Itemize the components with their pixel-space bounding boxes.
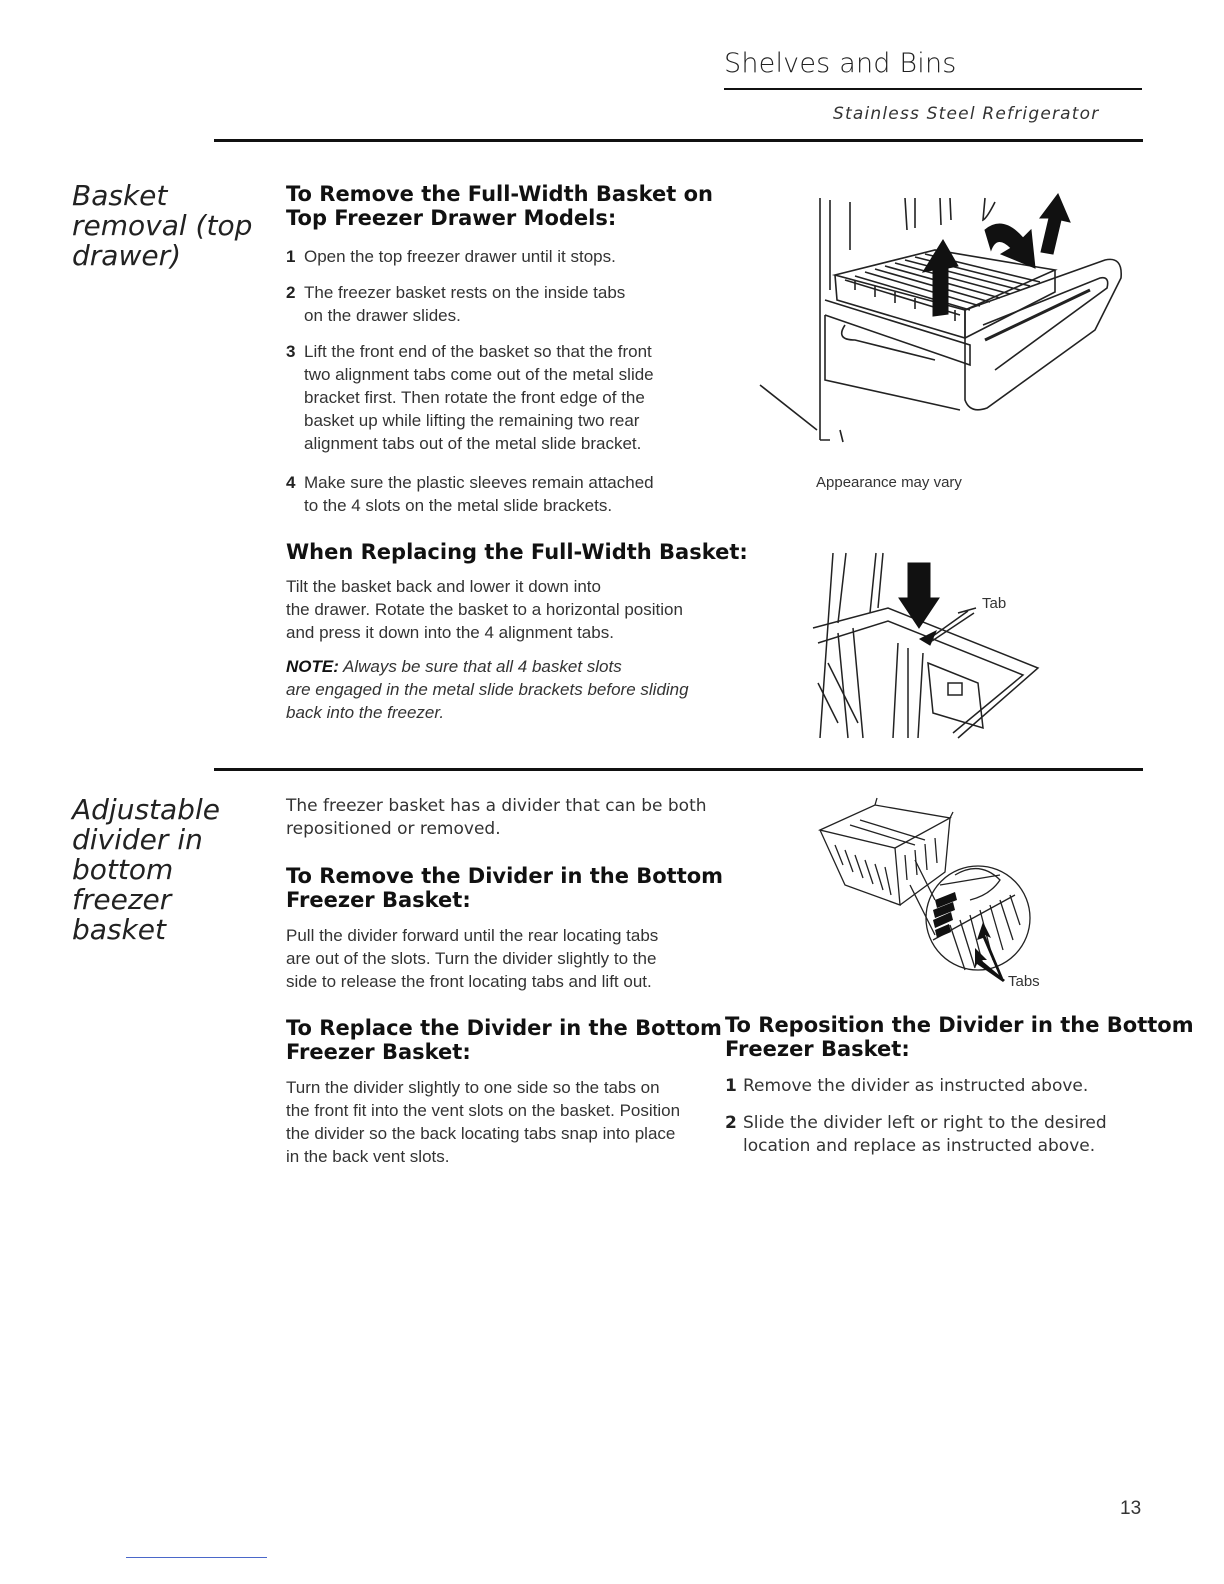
text-line: the drawer. Rotate the basket to a horizontal position	[286, 600, 683, 619]
step-number: 3	[286, 342, 296, 361]
step-text: Slide the divider left or right to the desired	[743, 1113, 1107, 1133]
replace-basket-text	[286, 575, 683, 644]
replace-divider-text	[286, 1076, 680, 1168]
heading-line: To Replace the Divider in the Bottom	[286, 1016, 722, 1040]
step-text: location and replace as instructed above.	[743, 1136, 1096, 1156]
step-4	[286, 471, 654, 517]
text-line: Turn the divider slightly to one side so the tabs on	[286, 1078, 660, 1097]
heading-line: Freezer Basket:	[725, 1037, 910, 1061]
heading-line: Freezer Basket:	[286, 1040, 471, 1064]
step-text: alignment tabs out of the metal slide bracket.	[304, 434, 642, 453]
step-text: basket up while lifting the remaining two rear	[304, 411, 640, 430]
text-line: in the back vent slots.	[286, 1147, 450, 1166]
step-text: The freezer basket rests on the inside tabs	[304, 283, 626, 302]
divider-basket-illustration	[815, 800, 1040, 985]
text-line: side to release the front locating tabs and lift out.	[286, 972, 652, 991]
heading-line: Top Freezer Drawer Models:	[286, 206, 617, 230]
text-line: and press it down into the 4 alignment tabs.	[286, 623, 614, 642]
note-line: back into the freezer.	[286, 703, 445, 722]
figure-caption: Appearance may vary	[816, 474, 962, 491]
remove-divider-text	[286, 924, 658, 993]
step-text: bracket first. Then rotate the front edge of the	[304, 388, 645, 407]
text-line: are out of the slots. Turn the divider slightly to the	[286, 949, 657, 968]
step-text: two alignment tabs come out of the metal slide	[304, 365, 654, 384]
page-section-title: Shelves and Bins	[724, 48, 957, 79]
heading-line: To Remove the Divider in the Bottom	[286, 864, 724, 888]
step-2	[286, 281, 625, 327]
note-line: Always be sure that all 4 basket slots	[342, 657, 622, 676]
step-text: Lift the front end of the basket so that the front	[304, 342, 652, 361]
basket-tab-illustration	[808, 553, 1043, 738]
replace-basket-heading: When Replacing the Full-Width Basket:	[286, 540, 748, 564]
side-title-line: drawer)	[72, 239, 182, 272]
side-title-line: Basket	[72, 179, 168, 212]
page-number: 13	[1120, 1498, 1142, 1519]
section-divider-top	[214, 139, 1143, 142]
step-1	[286, 245, 616, 268]
divider-intro-text	[286, 795, 707, 841]
section2-side-title	[72, 795, 220, 945]
side-title-line: bottom	[72, 853, 174, 886]
step-number: 1	[286, 247, 296, 266]
side-title-line: divider in	[72, 823, 203, 856]
remove-divider-heading	[286, 864, 723, 912]
text-line: Pull the divider forward until the rear locating tabs	[286, 926, 659, 945]
step-number: 2	[286, 283, 296, 302]
side-title-line: freezer	[72, 883, 172, 916]
text-line: the divider so the back locating tabs snap into place	[286, 1124, 676, 1143]
section-divider-middle	[214, 768, 1143, 771]
note-label: NOTE:	[286, 657, 339, 676]
reposition-divider-heading	[725, 1013, 1194, 1061]
step-text: Make sure the plastic sleeves remain attached	[304, 473, 654, 492]
side-title-line: removal (top	[72, 209, 253, 242]
text-line: The freezer basket has a divider that can be both	[286, 796, 707, 816]
step-text: to the 4 slots on the metal slide brackets.	[304, 496, 613, 515]
text-line: repositioned or removed.	[286, 819, 501, 839]
header-rule	[724, 88, 1142, 90]
text-line: the front fit into the vent slots on the basket. Position	[286, 1101, 681, 1120]
side-title-line: basket	[72, 913, 166, 946]
heading-line: Freezer Basket:	[286, 888, 471, 912]
step-number: 2	[725, 1113, 737, 1133]
tabs-label: Tabs	[1008, 973, 1040, 990]
reposition-step-2	[725, 1112, 1107, 1158]
step-text: Open the top freezer drawer until it stops.	[304, 247, 616, 266]
side-title-line: Adjustable	[72, 793, 220, 826]
section1-side-title	[72, 181, 252, 271]
reposition-step-1	[725, 1075, 1088, 1098]
text-line: Tilt the basket back and lower it down into	[286, 577, 601, 596]
heading-line: To Reposition the Divider in the Bottom	[725, 1013, 1194, 1037]
step-text: on the drawer slides.	[304, 306, 461, 325]
step-number: 1	[725, 1076, 737, 1096]
note-line: are engaged in the metal slide brackets before sliding	[286, 680, 689, 699]
drawer-basket-illustration	[755, 190, 1135, 445]
replace-divider-heading	[286, 1016, 722, 1064]
remove-basket-heading	[286, 182, 713, 230]
step-text: Remove the divider as instructed above.	[743, 1076, 1089, 1096]
page-subtitle: Stainless Steel Refrigerator	[833, 104, 1100, 124]
footer-link-underline	[126, 1557, 267, 1558]
step-number: 4	[286, 473, 296, 492]
step-3	[286, 340, 654, 455]
note-block	[286, 655, 689, 724]
tab-label: Tab	[982, 595, 1007, 612]
heading-line: To Remove the Full-Width Basket on	[286, 182, 713, 206]
